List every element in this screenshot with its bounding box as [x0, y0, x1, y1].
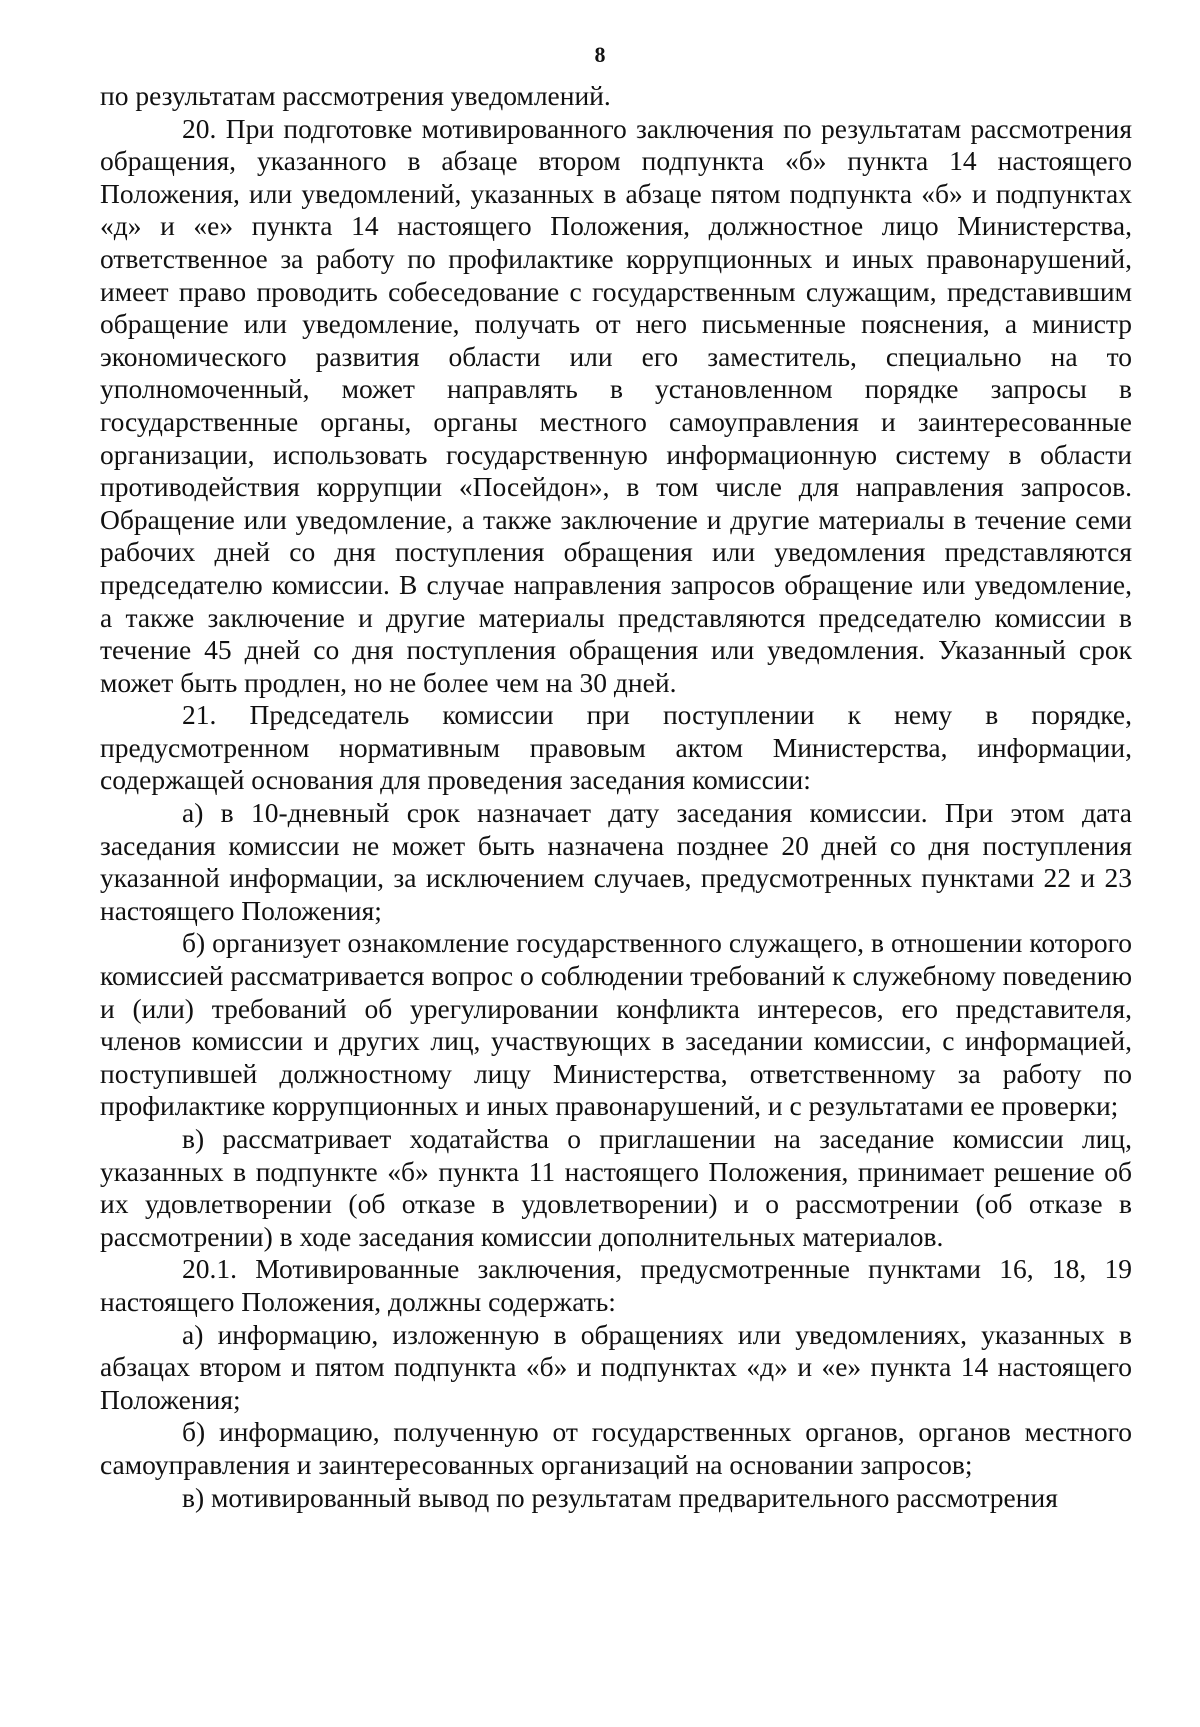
document-body [100, 80, 1132, 1514]
paragraph-item-20-1-b: б) информацию, полученную от государственных органов, органов местного самоуправления и заинтересованных организаций на основании запросов; [100, 1416, 1132, 1480]
page-number: 8 [594, 42, 606, 67]
paragraph-item-21: 21. Председатель комиссии при поступлении к нему в порядке, предусмотренном нормативным правовым актом Министерства, информации, содержащей основания для проведения заседания комиссии: [100, 699, 1132, 796]
paragraph-item-21-a: а) в 10-дневный срок назначает дату заседания комиссии. При этом дата заседания комиссии не может быть назначена позднее 20 дней со дня поступления указанной информации, за исключением случаев, предусмотренных пунктами 22 и 23 настоящего Положения; [100, 797, 1132, 926]
paragraph-item-20: 20. При подготовке мотивированного заключения по результатам рассмотрения обращения, указанного в абзаце втором подпункта «б» пункта 14 настоящего Положения, или уведомлений, указанных в абзаце пятом подпункта «б» и подпунктах «д» и «е» пункта 14 настоящего Положения, должностное лицо Министерства, ответственное за работу по профилактике коррупционных и иных правонарушений, имеет право проводить собеседование с государственным служащим, представившим обращение или уведомление, получать от него письменные пояснения, а министр экономического развития области или его заместитель, специально на то уполномоченный, может направлять в установленном порядке запросы в государственные органы, органы местного самоуправления и заинтересованные организации, использовать государственную информационную систему в области противодействия коррупции «Посейдон», в том числе для направления запросов. Обращение или уведомление, а также заключение и другие материалы в течение семи рабочих дней со дня поступления обращения или уведомления представляются председателю комиссии. В случае направления запросов обращение или уведомление, а также заключение и другие материалы представляются председателю комиссии в течение 45 дней со дня поступления обращения или уведомления. Указанный срок может быть продлен, но не более чем на 30 дней. [100, 112, 1132, 698]
paragraph-item-20-1-a: а) информацию, изложенную в обращениях или уведомлениях, указанных в абзацах втором и пятом подпункта «б» и подпунктах «д» и «е» пункта 14 настоящего Положения; [100, 1318, 1132, 1415]
paragraph-item-20-1-v: в) мотивированный вывод по результатам предварительного рассмотрения [182, 1481, 1058, 1513]
paragraph-item-20-1: 20.1. Мотивированные заключения, предусмотренные пунктами 16, 18, 19 настоящего Положения, должны содержать: [100, 1253, 1132, 1317]
paragraph-continuation: по результатам рассмотрения уведомлений. [100, 80, 611, 111]
paragraph-item-21-b: б) организует ознакомление государственного служащего, в отношении которого комиссией рассматривается вопрос о соблюдении требований к служебному поведению и (или) требований об урегулировании конфликта интересов, его представителя, членов комиссии и других лиц, участвующих в заседании комиссии, с информацией, поступившей должностному лицу Министерства, ответственному за работу по профилактике коррупционных и иных правонарушений, и с результатами ее проверки; [100, 927, 1132, 1122]
paragraph-item-21-v: в) рассматривает ходатайства о приглашении на заседание комиссии лиц, указанных в подпункте «б» пункта 11 настоящего Положения, принимает решение об их удовлетворении (об отказе в удовлетворении) и о рассмотрении (об отказе в рассмотрении) в ходе заседания комиссии дополнительных материалов. [100, 1123, 1132, 1252]
